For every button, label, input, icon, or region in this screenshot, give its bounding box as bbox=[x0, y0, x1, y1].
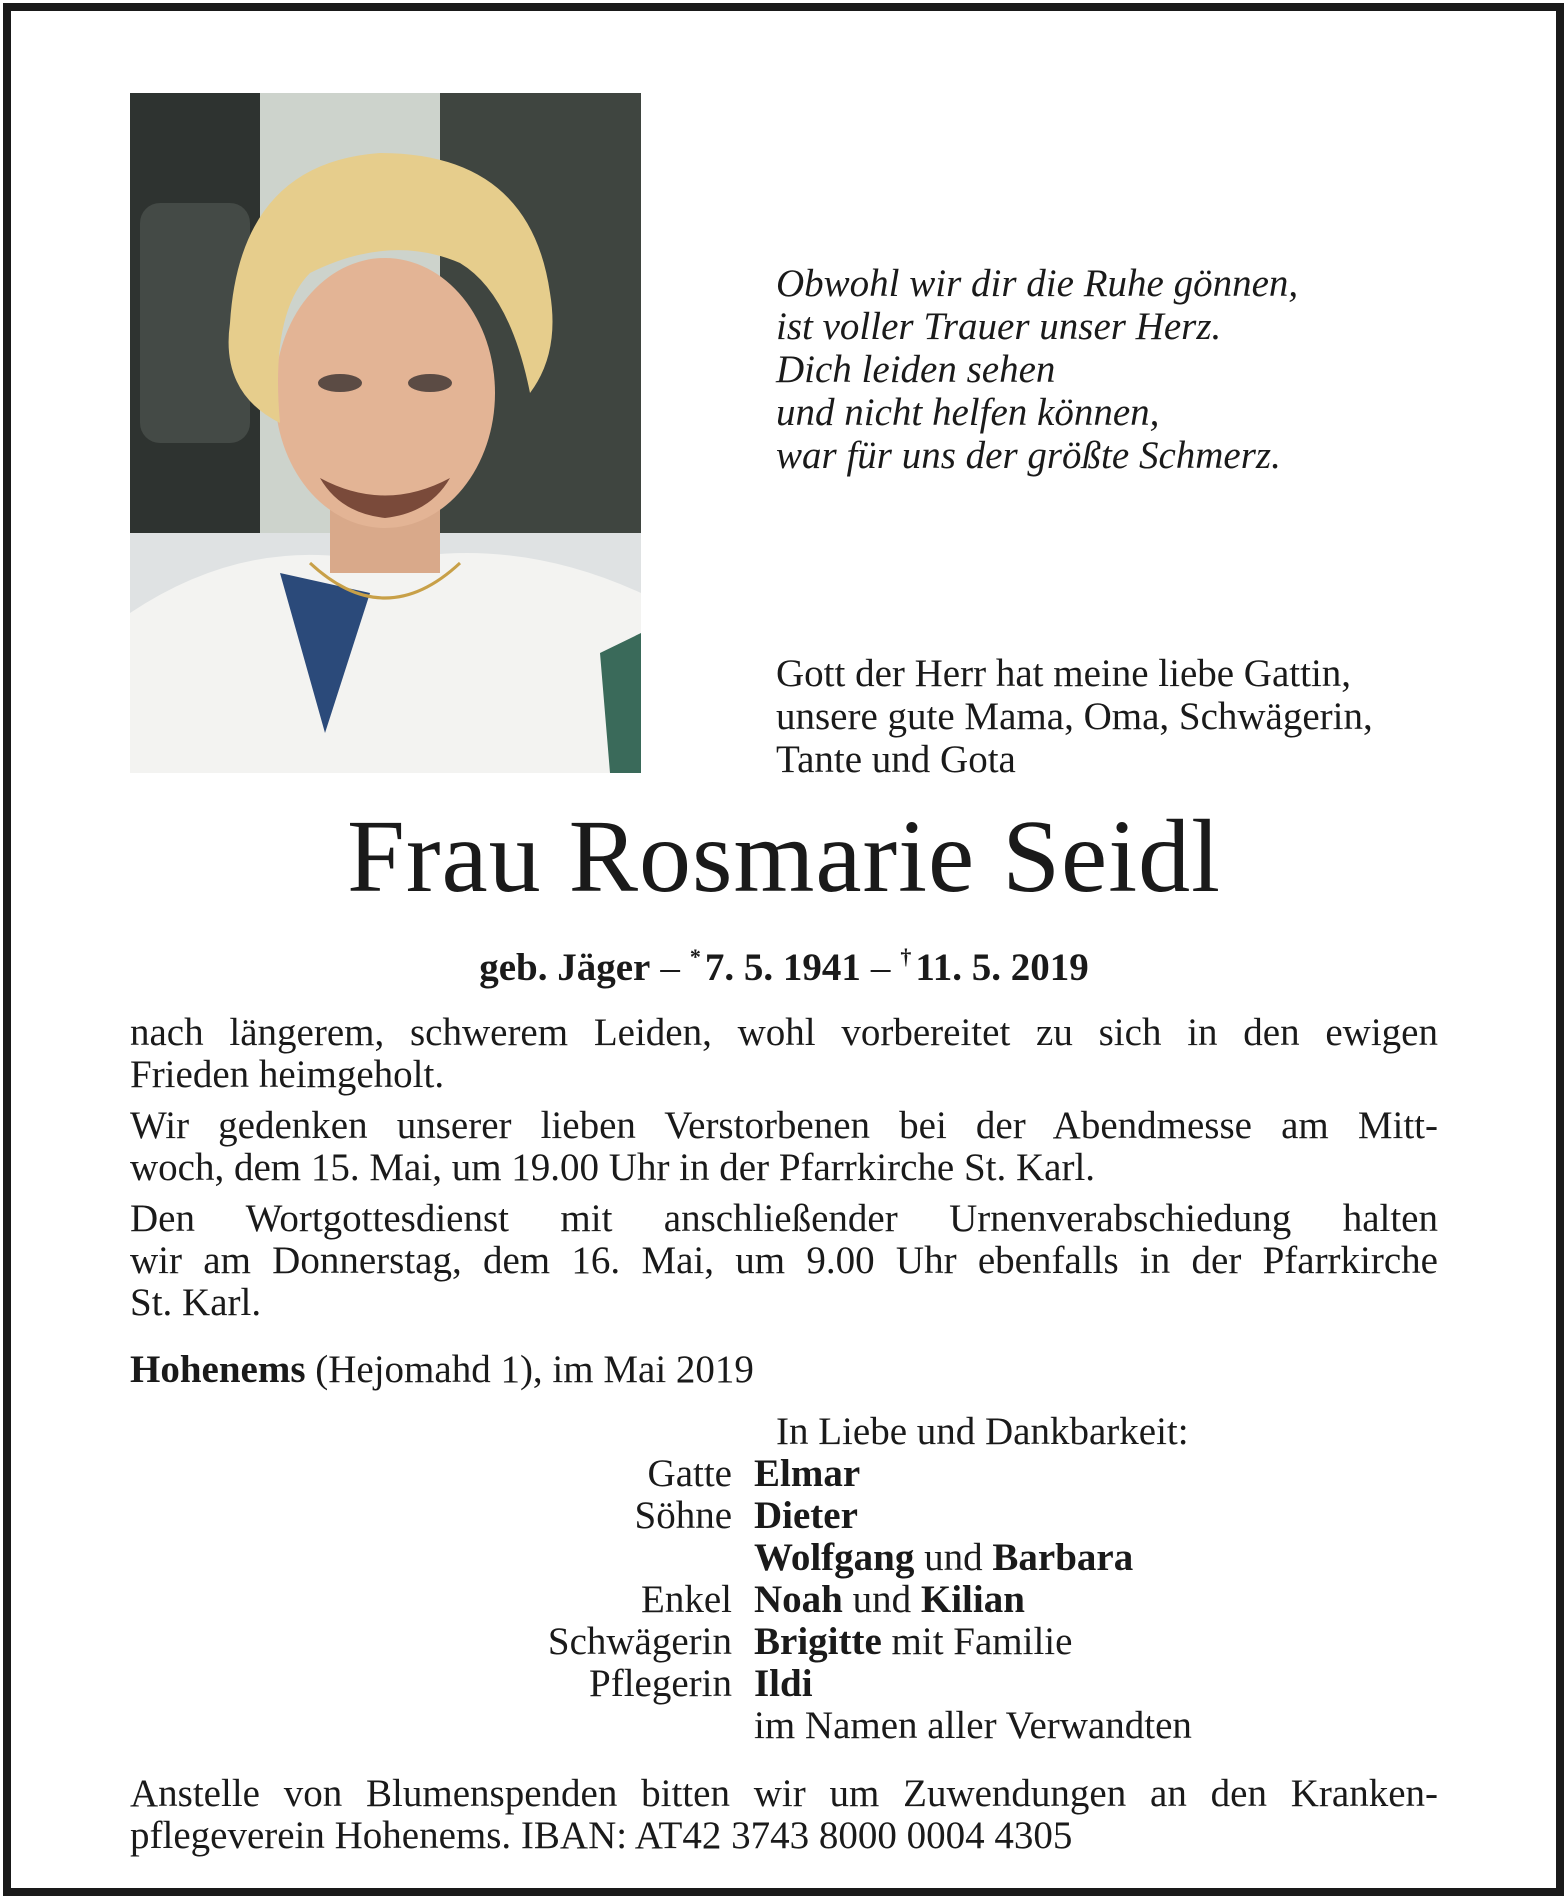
place-rest: (Hejomahd 1), im Mai 2019 bbox=[305, 1348, 754, 1391]
footer-line: Anstelle von Blumenspenden bitten wir um Zuwendungen an den Kranken- bbox=[130, 1772, 1438, 1815]
mourner-join: und bbox=[842, 1578, 921, 1621]
intro-line: Tante und Gota bbox=[776, 738, 1016, 781]
mourner-join: im Namen aller Verwandten bbox=[754, 1704, 1192, 1747]
mourner-name: Noah bbox=[754, 1578, 843, 1621]
mourner-join: mit Familie bbox=[881, 1620, 1073, 1663]
paragraph-service bbox=[130, 1198, 1438, 1324]
separator: – bbox=[870, 946, 891, 989]
intro-line: unsere gute Mama, Oma, Schwägerin, bbox=[776, 695, 1373, 738]
mourner-join: und bbox=[914, 1536, 993, 1579]
paragraph-line: Den Wortgottesdienst mit anschließender Urnenverabschiedung halten bbox=[130, 1197, 1438, 1240]
birth-symbol: * bbox=[689, 944, 701, 969]
footer-line: pflegeverein Hohenems. IBAN: AT42 3743 8000 0004 4305 bbox=[130, 1814, 1073, 1857]
mourner-name: Kilian bbox=[920, 1578, 1025, 1621]
paragraph-line: Wir gedenken unserer lieben Verstorbenen bei der Abendmesse am Mitt- bbox=[130, 1104, 1438, 1147]
life-dates bbox=[130, 934, 1438, 991]
mourner-name: Brigitte bbox=[754, 1620, 882, 1663]
mourner-role: Söhne bbox=[634, 1494, 732, 1537]
portrait-photo bbox=[130, 93, 641, 773]
place-date bbox=[130, 1349, 754, 1391]
mourner-row bbox=[130, 1453, 1438, 1495]
paragraph-line: nach längerem, schwerem Leiden, wohl vorbereitet zu sich in den ewigen bbox=[130, 1011, 1438, 1054]
paragraph-line: Frieden heimgeholt. bbox=[130, 1053, 445, 1096]
mourner-role: Pflegerin bbox=[589, 1662, 732, 1705]
place-town: Hohenems bbox=[130, 1348, 306, 1391]
mourner-name: Elmar bbox=[754, 1452, 861, 1495]
paragraph-line: woch, dem 15. Mai, um 19.00 Uhr in der Pfarrkirche St. Karl. bbox=[130, 1146, 1096, 1189]
mourner-row bbox=[130, 1579, 1438, 1621]
poem-line: und nicht helfen können, bbox=[776, 391, 1160, 434]
separator: – bbox=[660, 946, 680, 989]
mourner-role: Enkel bbox=[641, 1578, 732, 1621]
poem-line: Dich leiden sehen bbox=[776, 348, 1056, 391]
mourners-list bbox=[130, 1453, 1438, 1747]
mourner-name: Wolfgang bbox=[754, 1536, 915, 1579]
mourner-name: Barbara bbox=[992, 1536, 1134, 1579]
mourner-row bbox=[130, 1663, 1438, 1705]
maiden-name: geb. Jäger bbox=[479, 946, 651, 989]
intro-line: Gott der Herr hat meine liebe Gattin, bbox=[776, 652, 1352, 695]
mourner-name: Dieter bbox=[754, 1494, 858, 1537]
birth-date: 7. 5. 1941 bbox=[704, 946, 861, 989]
mourner-row bbox=[130, 1621, 1438, 1663]
donation-note bbox=[130, 1773, 1438, 1857]
mourner-name: Ildi bbox=[754, 1662, 813, 1705]
announcement-intro bbox=[776, 652, 1496, 781]
paragraph-passing bbox=[130, 1012, 1438, 1096]
mourner-row bbox=[130, 1537, 1438, 1579]
mourner-role: Gatte bbox=[647, 1452, 732, 1495]
poem-line: ist voller Trauer unser Herz. bbox=[776, 305, 1222, 348]
poem bbox=[776, 262, 1476, 477]
paragraph-line: St. Karl. bbox=[130, 1281, 262, 1324]
poem-line: war für uns der größte Schmerz. bbox=[776, 434, 1281, 477]
poem-line: Obwohl wir dir die Ruhe gönnen, bbox=[776, 262, 1299, 305]
mourner-role bbox=[130, 1705, 754, 1747]
mourner-row bbox=[130, 1705, 1438, 1747]
signature-heading: In Liebe und Dankbarkeit: bbox=[776, 1410, 1189, 1453]
paragraph-line: wir am Donnerstag, dem 16. Mai, um 9.00 Uhr ebenfalls in der Pfarrkirche bbox=[130, 1239, 1438, 1282]
deceased-name: Frau Rosmarie Seidl bbox=[346, 799, 1221, 914]
mourner-row bbox=[130, 1495, 1438, 1537]
death-date: 11. 5. 2019 bbox=[915, 946, 1089, 989]
mourner-role bbox=[130, 1537, 754, 1579]
paragraph-evening-mass bbox=[130, 1105, 1438, 1189]
death-symbol: † bbox=[900, 944, 912, 969]
mourner-role: Schwägerin bbox=[547, 1620, 732, 1663]
